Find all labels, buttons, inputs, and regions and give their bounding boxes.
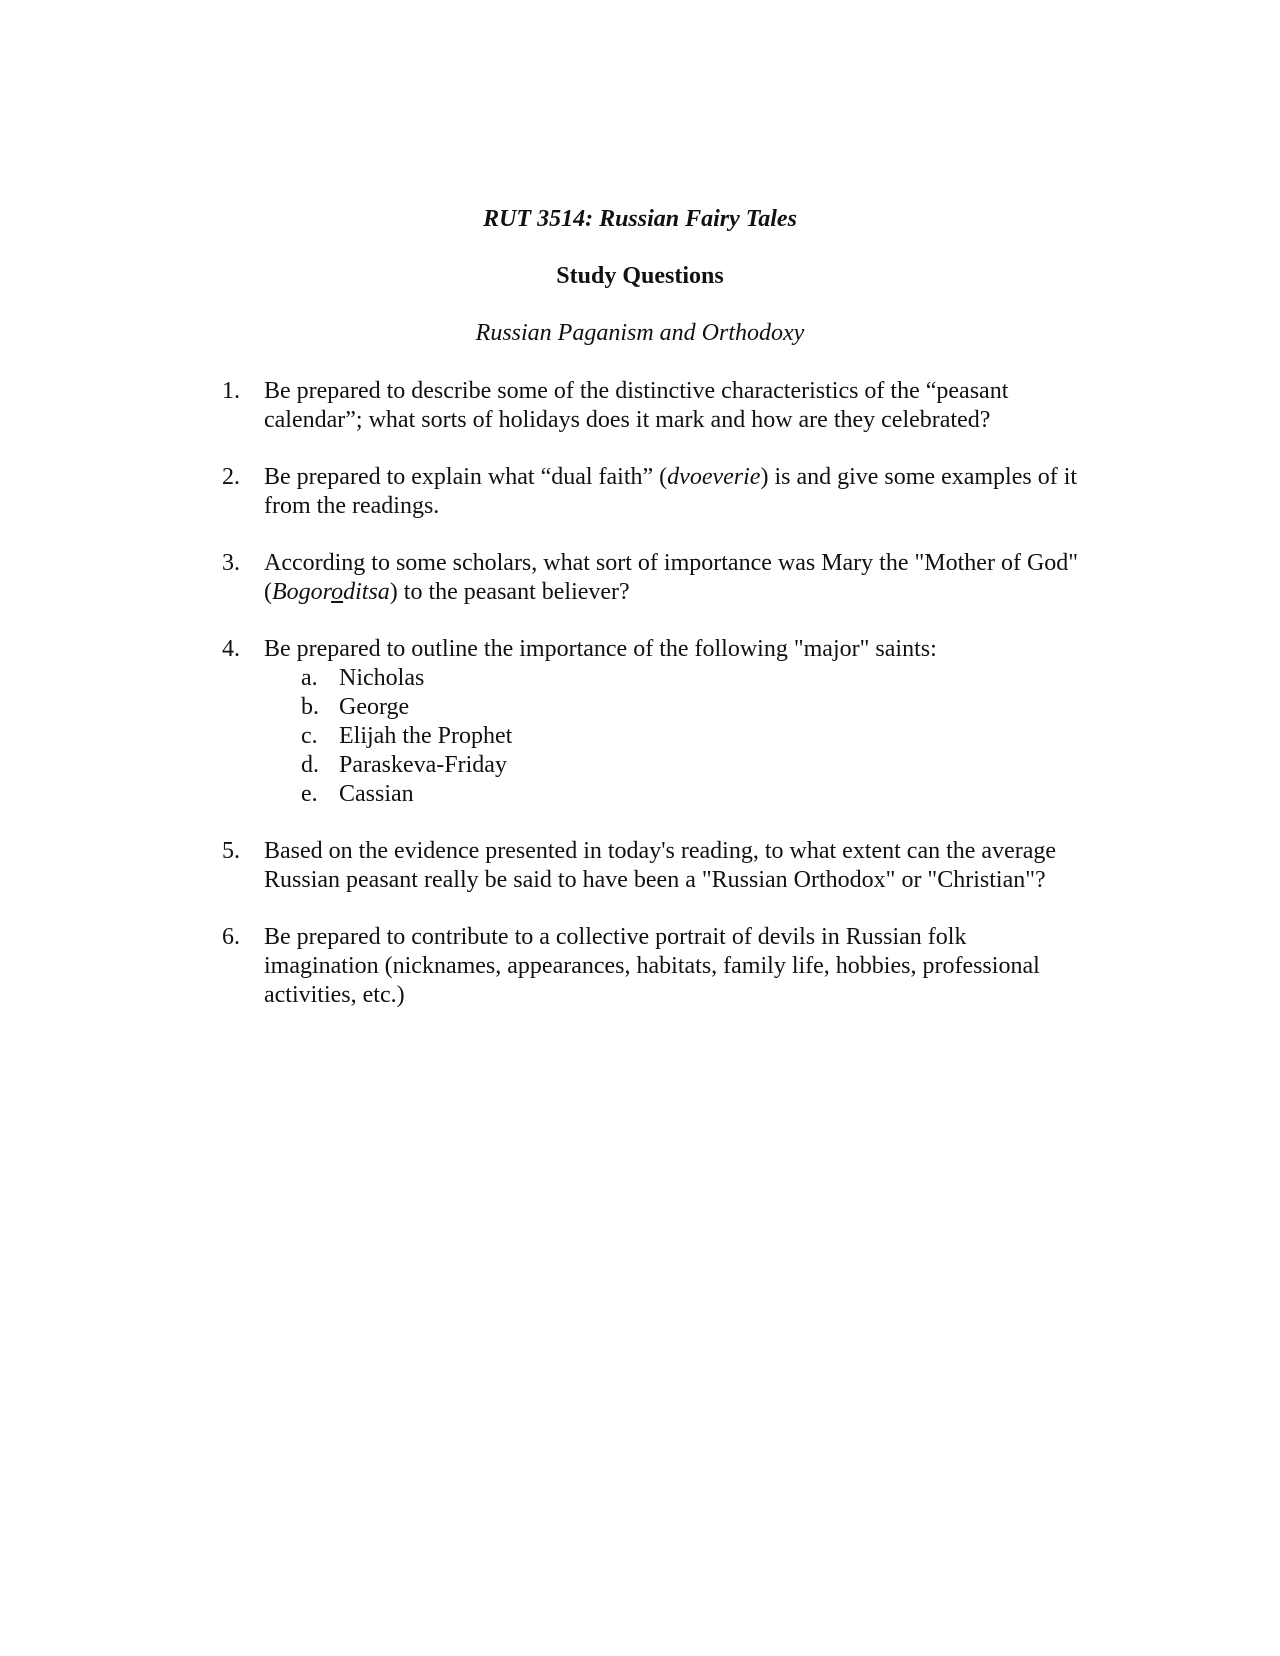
saint-item — [264, 722, 1082, 751]
saint-name: Cassian — [339, 781, 414, 807]
question-text-before: According to some scholars, what sort of importance was Mary the "Mother of God" ( — [264, 550, 1079, 605]
question-list — [222, 377, 1082, 1038]
saints-list — [264, 664, 1082, 809]
saint-item — [264, 664, 1082, 693]
page-subtitle: Russian Paganism and Orthodoxy — [475, 320, 805, 346]
question-text: Be prepared to contribute to a collective portrait of devils in Russian folk imagination (nicknames, appearances, habitats, family life, hobbies, professional activities, etc.) — [264, 924, 1040, 1008]
saint-name: Elijah the Prophet — [339, 723, 513, 749]
saint-item — [264, 780, 1082, 809]
question-number: 3. — [222, 550, 240, 576]
question-2 — [222, 463, 1082, 521]
question-text-before: Be prepared to explain what “dual faith” ( — [264, 464, 668, 490]
question-text-after: ) is and give some examples of it from the readings. — [264, 464, 1078, 519]
question-number: 4. — [222, 636, 240, 662]
saint-name: Nicholas — [339, 665, 425, 691]
question-text: Be prepared to describe some of the distinctive characteristics of the “peasant calendar”; what sorts of holidays does it mark and how are they celebrated? — [264, 378, 1009, 433]
question-number: 5. — [222, 838, 240, 864]
question-text: Be prepared to outline the importance of the following "major" saints: — [264, 636, 937, 662]
question-6 — [222, 923, 1082, 1010]
question-number: 6. — [222, 924, 240, 950]
question-emphasis-end: ditsa — [343, 579, 390, 605]
question-number: 2. — [222, 464, 240, 490]
saint-item — [264, 693, 1082, 722]
saint-letter: b. — [301, 694, 319, 720]
question-emphasis-underlined: o — [331, 579, 344, 605]
question-number: 1. — [222, 378, 240, 404]
question-1 — [222, 377, 1082, 435]
question-3 — [222, 549, 1082, 607]
saint-letter: d. — [301, 752, 319, 778]
saint-letter: a. — [301, 665, 318, 691]
saint-item — [264, 751, 1082, 780]
question-4 — [222, 635, 1082, 809]
saint-letter: e. — [301, 781, 318, 807]
saint-letter: c. — [301, 723, 318, 749]
question-emphasis-start: Bogor — [272, 579, 332, 605]
saint-name: Paraskeva-Friday — [339, 752, 507, 778]
page-title: Study Questions — [556, 263, 724, 289]
saint-name: George — [339, 694, 410, 720]
question-emphasis: dvoeverie — [667, 464, 761, 490]
question-5 — [222, 837, 1082, 895]
question-text: Based on the evidence presented in today's reading, to what extent can the average Russian peasant really be said to have been a "Russian Orthodox" or "Christian"? — [264, 838, 1057, 893]
course-title: RUT 3514: Russian Fairy Tales — [483, 206, 797, 232]
question-text-after: ) to the peasant believer? — [389, 579, 630, 605]
